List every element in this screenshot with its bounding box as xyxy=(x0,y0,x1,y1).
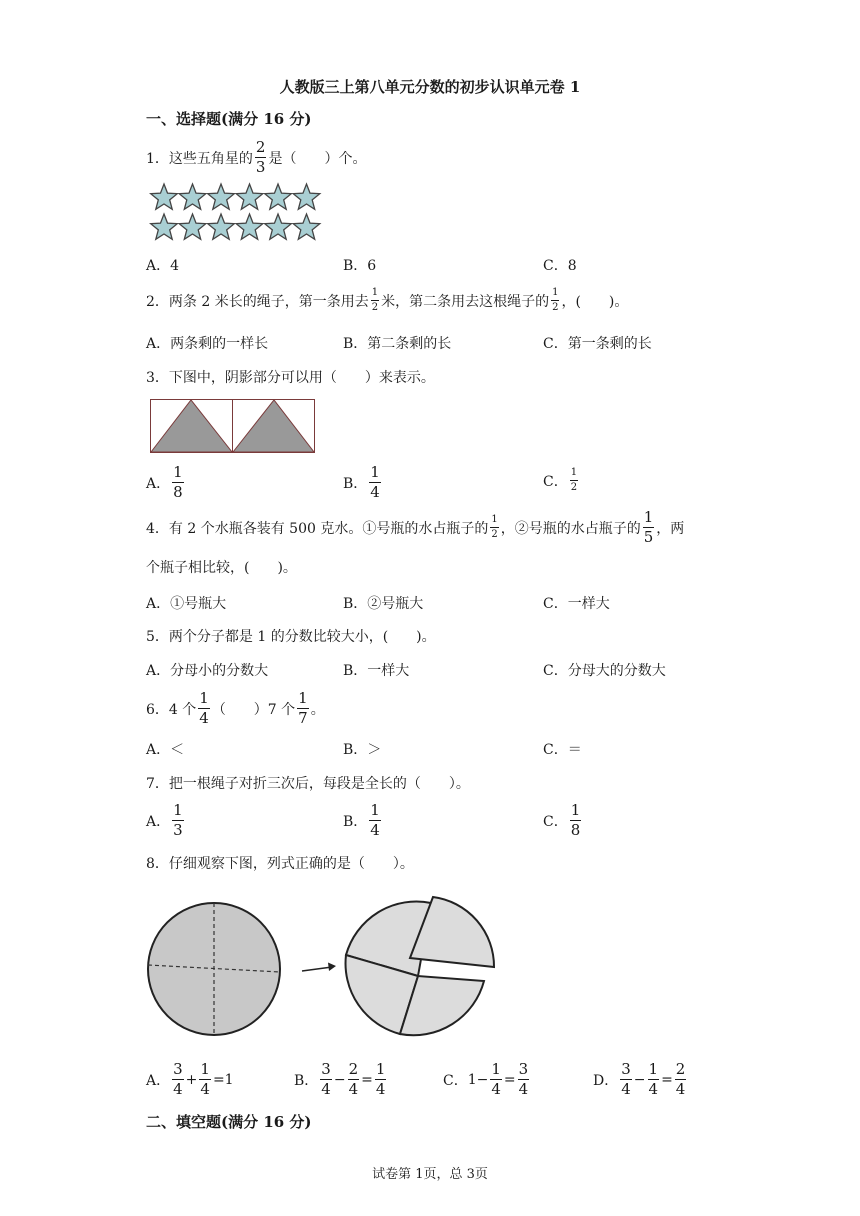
question-6-fraction-1: $\frac{1}{4}$ xyxy=(199,689,209,727)
question-4-fraction-1: $\frac{1}{2}$ xyxy=(491,514,498,540)
question-8-option-b[interactable]: B． $\frac{3}{4}$ − $\frac{2}{4}$ = $\frac{1}{4}$ xyxy=(294,1060,386,1098)
question-2-option-c[interactable]: C．第一条剩的长 xyxy=(543,336,652,352)
question-3-option-a[interactable]: A． $\frac{1}{8}$ xyxy=(146,463,183,501)
question-1-text-end: 是（ ）个。 xyxy=(268,150,367,167)
fraction: $\frac{1}{4}$ xyxy=(375,1060,386,1098)
fraction: $\frac{1}{4}$ xyxy=(370,463,380,501)
question-2-fraction-2: $\frac{1}{2}$ xyxy=(552,287,559,313)
question-8-option-c[interactable]: C． 1− $\frac{1}{4}$ = $\frac{3}{4}$ xyxy=(443,1060,529,1098)
fraction: $\frac{3}{4}$ xyxy=(518,1060,529,1098)
fraction: $\frac{1}{4}$ xyxy=(648,1060,659,1098)
question-5-option-b[interactable]: B．一样大 xyxy=(343,663,410,679)
question-3-text: 3．下图中，阴影部分可以用（ ）来表示。 xyxy=(146,370,435,386)
question-1-option-b[interactable]: B．6 xyxy=(343,258,377,274)
question-2-text-end: ，( )。 xyxy=(561,293,629,310)
star-icon xyxy=(236,184,263,209)
fraction: $\frac{1}{8}$ xyxy=(570,801,581,839)
star-icon xyxy=(293,184,320,209)
star-icon xyxy=(265,184,292,209)
question-4-option-a[interactable]: A．①号瓶大 xyxy=(146,596,227,612)
star-icon xyxy=(208,214,235,239)
page-footer: 试卷第 1页，总 3页 xyxy=(372,1167,488,1182)
star-icon xyxy=(208,184,235,209)
star-icon xyxy=(179,184,206,209)
question-4-option-b[interactable]: B．②号瓶大 xyxy=(343,596,424,612)
question-5-text: 5．两个分子都是 1 的分数比较大小，( )。 xyxy=(146,629,436,645)
question-6 xyxy=(146,691,325,726)
star-icon xyxy=(151,184,178,209)
question-4-option-c[interactable]: C．一样大 xyxy=(543,596,610,612)
stars-figure xyxy=(150,183,322,243)
question-7-option-b[interactable]: B． $\frac{1}{4}$ xyxy=(343,801,380,839)
question-4-text-line-2: 个瓶子相比较，( )。 xyxy=(146,560,297,576)
question-6-option-a[interactable]: A．＜ xyxy=(146,742,185,758)
question-2 xyxy=(146,288,628,313)
question-3-option-b[interactable]: B． $\frac{1}{4}$ xyxy=(343,463,380,501)
question-1-fraction: $\frac{2}{3}$ xyxy=(255,138,266,176)
fraction: $\frac{3}{4}$ xyxy=(621,1060,631,1098)
question-2-option-a[interactable]: A．两条剩的一样长 xyxy=(146,336,269,352)
question-4 xyxy=(146,510,684,545)
fraction: $\frac{1}{4}$ xyxy=(370,801,380,839)
question-7-text: 7．把一根绳子对折三次后，每段是全长的（ ）。 xyxy=(146,776,470,792)
question-2-fraction-1: $\frac{1}{2}$ xyxy=(371,287,379,313)
question-6-fraction-2: $\frac{1}{7}$ xyxy=(298,689,308,727)
star-icon xyxy=(236,214,263,239)
question-5-option-c[interactable]: C．分母大的分数大 xyxy=(543,663,666,679)
star-icon xyxy=(151,214,178,239)
section-heading-choice: 一、选择题(满分 16 分) xyxy=(146,110,312,128)
question-7-option-c[interactable]: C． $\frac{1}{8}$ xyxy=(543,801,581,839)
question-6-text-mid: （ ）7 个 xyxy=(211,701,296,718)
section-heading-fill-blank: 二、填空题(满分 16 分) xyxy=(146,1113,312,1131)
fraction: $\frac{1}{3}$ xyxy=(173,801,183,839)
question-5-option-a[interactable]: A．分母小的分数大 xyxy=(146,663,269,679)
question-6-option-b[interactable]: B．＞ xyxy=(343,742,382,758)
question-6-text-end: 。 xyxy=(310,701,325,718)
question-4-text: 4．有 2 个水瓶各装有 500 克水。①号瓶的水占瓶子的 xyxy=(146,520,489,537)
star-icon xyxy=(179,214,206,239)
fraction: $\frac{3}{4}$ xyxy=(173,1060,183,1098)
fraction: $\frac{3}{4}$ xyxy=(321,1060,331,1098)
question-2-text: 2．两条 2 米长的绳子，第一条用去 xyxy=(146,293,369,310)
circle-division-figure xyxy=(146,888,498,1048)
question-1-option-a[interactable]: A．4 xyxy=(146,258,180,274)
fraction: $\frac{1}{2}$ xyxy=(570,467,578,493)
question-2-text-mid: 米，第二条用去这根绳子的 xyxy=(381,293,550,310)
question-8-option-a[interactable]: A． $\frac{3}{4}$ + $\frac{1}{4}$ =1 xyxy=(146,1060,234,1098)
question-8-text: 8．仔细观察下图，列式正确的是（ ）。 xyxy=(146,856,414,872)
question-8-option-d[interactable]: D． $\frac{3}{4}$ − $\frac{1}{4}$ = $\frac{2}{4}$ xyxy=(593,1060,686,1098)
star-icon xyxy=(265,214,292,239)
question-6-option-c[interactable]: C．＝ xyxy=(543,742,582,758)
question-3-option-c[interactable]: C． $\frac{1}{2}$ xyxy=(543,467,578,493)
question-7-option-a[interactable]: A． $\frac{1}{3}$ xyxy=(146,801,183,839)
star-icon xyxy=(293,214,320,239)
fraction: $\frac{1}{4}$ xyxy=(491,1060,501,1098)
question-4-fraction-2: $\frac{1}{5}$ xyxy=(643,508,654,546)
fraction: $\frac{1}{8}$ xyxy=(173,463,183,501)
question-6-text: 6．4 个 xyxy=(146,701,197,718)
fraction: $\frac{1}{4}$ xyxy=(200,1060,210,1098)
question-1-text: 1．这些五角星的 xyxy=(146,150,253,167)
question-1-option-c[interactable]: C．8 xyxy=(543,258,577,274)
question-1 xyxy=(146,140,366,175)
question-4-text-mid: ，②号瓶的水占瓶子的 xyxy=(500,520,641,537)
question-2-option-b[interactable]: B．第二条剩的长 xyxy=(343,336,452,352)
fraction: $\frac{2}{4}$ xyxy=(348,1060,359,1098)
question-4-text-end: ，两 xyxy=(656,520,685,537)
page-title: 人教版三上第八单元分数的初步认识单元卷 1 xyxy=(279,78,581,96)
fraction: $\frac{2}{4}$ xyxy=(675,1060,686,1098)
triangles-figure xyxy=(150,399,316,453)
